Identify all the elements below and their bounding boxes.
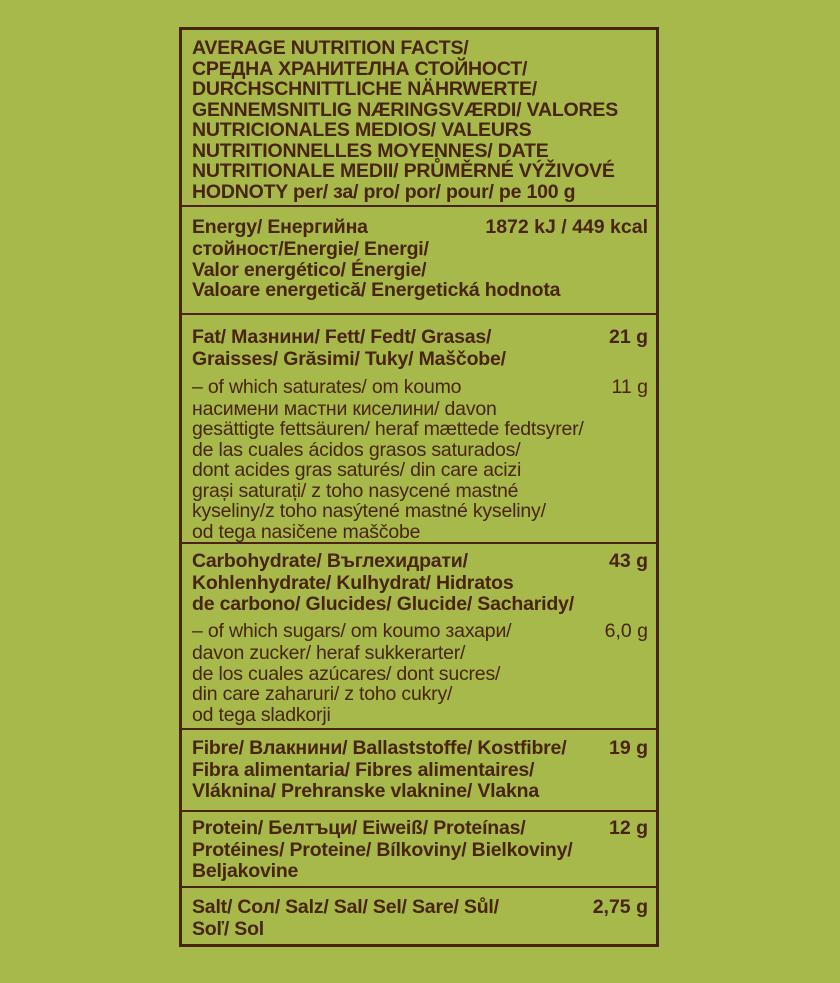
carbohydrate-label-line: de carbono/ Glucides/ Glucide/ Sacharidy/	[192, 592, 574, 615]
fat-label-line: Graisses/ Grăsimi/ Tuky/ Maščobe/	[192, 348, 506, 370]
nutrition-facts-table	[179, 27, 659, 947]
fibre-label: Fibre/ Влакнини/ Ballaststoffe/ Kostfibre/	[192, 737, 567, 759]
fibre-label-line: Vláknina/ Prehranske vlaknine/ Vlakna	[192, 779, 540, 802]
header-line: AVERAGE NUTRITION FACTS/	[192, 37, 469, 59]
header-line: GENNEMSNITLIG NÆRINGSVÆRDI/ VALORES	[192, 98, 618, 121]
protein-label-line: Protéines/ Proteine/ Bílkoviny/ Bielkoviny/	[192, 839, 573, 861]
energy-row	[182, 216, 656, 301]
fibre-value: 19 g	[608, 737, 648, 759]
saturates-label-line: grași saturați/ z toho nasycené mastné	[192, 479, 519, 502]
divider	[182, 542, 656, 544]
divider	[182, 205, 656, 207]
divider	[182, 313, 656, 315]
fat-row	[182, 326, 656, 542]
header-line: HODNOTY per/ за/ pro/ por/ pour/ pe 100 g	[192, 180, 576, 203]
fat-value: 21 g	[608, 326, 648, 348]
header-line: DURCHSCHNITTLICHE NÄHRWERTE/	[192, 78, 538, 100]
table-header	[182, 38, 656, 202]
carbohydrate-label-line: Kohlenhydrate/ Kulhydrat/ Hidratos	[192, 572, 514, 594]
carbohydrate-label: Carbohydrate/ Въглехидрати/	[192, 550, 468, 572]
header-line: СРЕДНА ХРАНИТЕЛНА СТОЙНОСТ/	[192, 57, 528, 80]
divider	[182, 810, 656, 812]
salt-value: 2,75 g	[592, 896, 648, 918]
energy-label-line: стойност/Energie/ Energi/	[192, 238, 429, 260]
salt-label-line: Soľ/ Sol	[192, 918, 265, 940]
header-line: NUTRITIONALE MEDII/ PRŮMĚRNÉ VÝŽIVOVÉ	[192, 160, 615, 182]
divider	[182, 728, 656, 730]
energy-label-line: Valor energético/ Énergie/	[192, 258, 427, 281]
saturates-label: – of which saturates/ om koumo	[192, 375, 462, 398]
protein-row	[182, 817, 656, 881]
sugars-label-line: de los cuales azúcares/ dont sucres/	[192, 662, 501, 685]
fibre-label-line: Fibra alimentaria/ Fibres alimentaires/	[192, 759, 535, 781]
carbohydrate-value: 43 g	[608, 550, 648, 572]
sugars-value: 6,0 g	[604, 620, 648, 642]
saturates-label-line: kyseliny/z toho nasýtené mastné kyseliny/	[192, 500, 546, 522]
header-line: NUTRICIONALES MEDIOS/ VALEURS	[192, 119, 532, 141]
sugars-label-line: od tega sladkorji	[192, 703, 331, 726]
sugars-label: – of which sugars/ om koumo захари/	[192, 620, 512, 642]
saturates-label-line: насимени мастни киселини/ davon	[192, 397, 497, 420]
sugars-label-line: din care zaharuri/ z toho cukry/	[192, 683, 453, 705]
salt-label: Salt/ Сол/ Salz/ Sal/ Sel/ Sare/ Sůl/	[192, 896, 499, 918]
sugars-label-line: davon zucker/ heraf sukkerarter/	[192, 642, 466, 664]
saturates-label-line: od tega nasičene maščobe	[192, 520, 421, 543]
divider	[182, 886, 656, 888]
protein-value: 12 g	[608, 817, 648, 839]
saturates-value: 11 g	[611, 375, 648, 398]
energy-label-line: Valoare energetică/ Energetická hodnota	[192, 279, 561, 301]
energy-label: Energy/ Енергийна	[192, 216, 368, 238]
saturates-label-line: dont acides gras saturés/ din care acizi	[192, 459, 522, 481]
saturates-label-line: gesättigte fettsäuren/ heraf mættede fedtsyrer/	[192, 418, 584, 440]
protein-label: Protein/ Белтъци/ Eiweiß/ Proteínas/	[192, 817, 526, 839]
salt-row	[182, 896, 656, 940]
carbohydrate-row	[182, 550, 656, 725]
header-line: NUTRITIONNELLES MOYENNES/ DATE	[192, 139, 549, 162]
energy-value: 1872 kJ / 449 kcal	[485, 216, 648, 238]
fat-label: Fat/ Мазнини/ Fett/ Fedt/ Grasas/	[192, 326, 492, 348]
protein-label-line: Beljakovine	[192, 859, 299, 882]
saturates-label-line: de las cuales ácidos grasos saturados/	[192, 438, 521, 461]
fibre-row	[182, 737, 656, 801]
